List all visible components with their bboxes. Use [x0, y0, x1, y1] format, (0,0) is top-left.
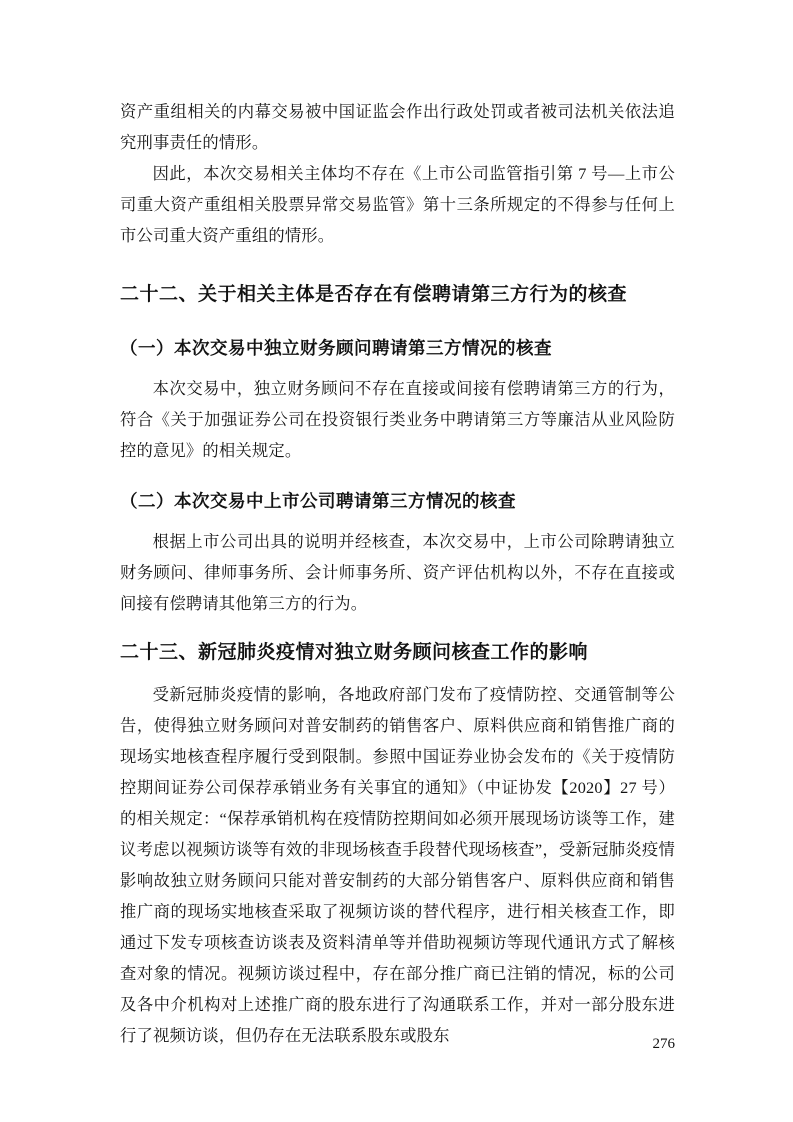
section-23-paragraph: 受新冠肺炎疫情的影响，各地政府部门发布了疫情防控、交通管制等公告，使得独立财务顾问对普安制药的销售客户、原料供应商和销售推广商的现场实地核查程序履行受到限制。参照中国证券业协会发布的《关于疫情防控期间证券公司保荐承销业务有关事宜的通知》（中证协发【2020】27 号）的相关规定：“保荐承销机构在疫情防控期间如必须开展现场访谈等工作，建议考虑以视频访谈等有效的非现场核查手段替代现场核查”，受新冠肺炎疫情影响故独立财务顾问只能对普安制药的大部分销售客户、原料供应商和销售推广商的现场实地核查采取了视频访谈的替代程序，进行相关核查工作，即通过下发专项核查访谈表及资料清单等并借助视频访等现代通讯方式了解核查对象的情况。视频访谈过程中，存在部分推广商已注销的情况，标的公司及各中介机构对上述推广商的股东进行了沟通联系工作，并对一部分股东进行了视频访谈，但仍存在无法联系股东或股东 — [120, 685, 675, 1045]
section-22-subsection-2-paragraph: 根据上市公司出具的说明并经核查，本次交易中，上市公司除聘请独立财务顾问、律师事务所、会计师事务所、资产评估机构以外，不存在直接或间接有偿聘请其他第三方的行为。 — [120, 532, 675, 613]
page-content — [120, 0, 675, 1051]
section-22-subsection-1-heading: （一）本次交易中独立财务顾问聘请第三方情况的核查 — [120, 338, 552, 358]
paragraph-carryover: 资产重组相关的内幕交易被中国证监会作出行政处罚或者被司法机关依法追究刑事责任的情形。 — [120, 102, 675, 152]
section-22-subsection-1-paragraph: 本次交易中，独立财务顾问不存在直接或间接有偿聘请第三方的行为，符合《关于加强证券公司在投资银行类业务中聘请第三方等廉洁从业风险防控的意见》的相关规定。 — [120, 379, 675, 460]
section-23-heading: 二十三、新冠肺炎疫情对独立财务顾问核查工作的影响 — [120, 642, 589, 663]
page-number: 276 — [652, 1036, 675, 1052]
section-22-subsection-2-heading: （二）本次交易中上市公司聘请第三方情况的核查 — [120, 491, 516, 511]
paragraph-conclusion: 因此，本次交易相关主体均不存在《上市公司监管指引第 7 号—上市公司重大资产重组相关股票异常交易监管》第十三条所规定的不得参与任何上市公司重大资产重组的情形。 — [120, 164, 675, 245]
section-22-heading: 二十二、关于相关主体是否存在有偿聘请第三方行为的核查 — [120, 284, 628, 305]
